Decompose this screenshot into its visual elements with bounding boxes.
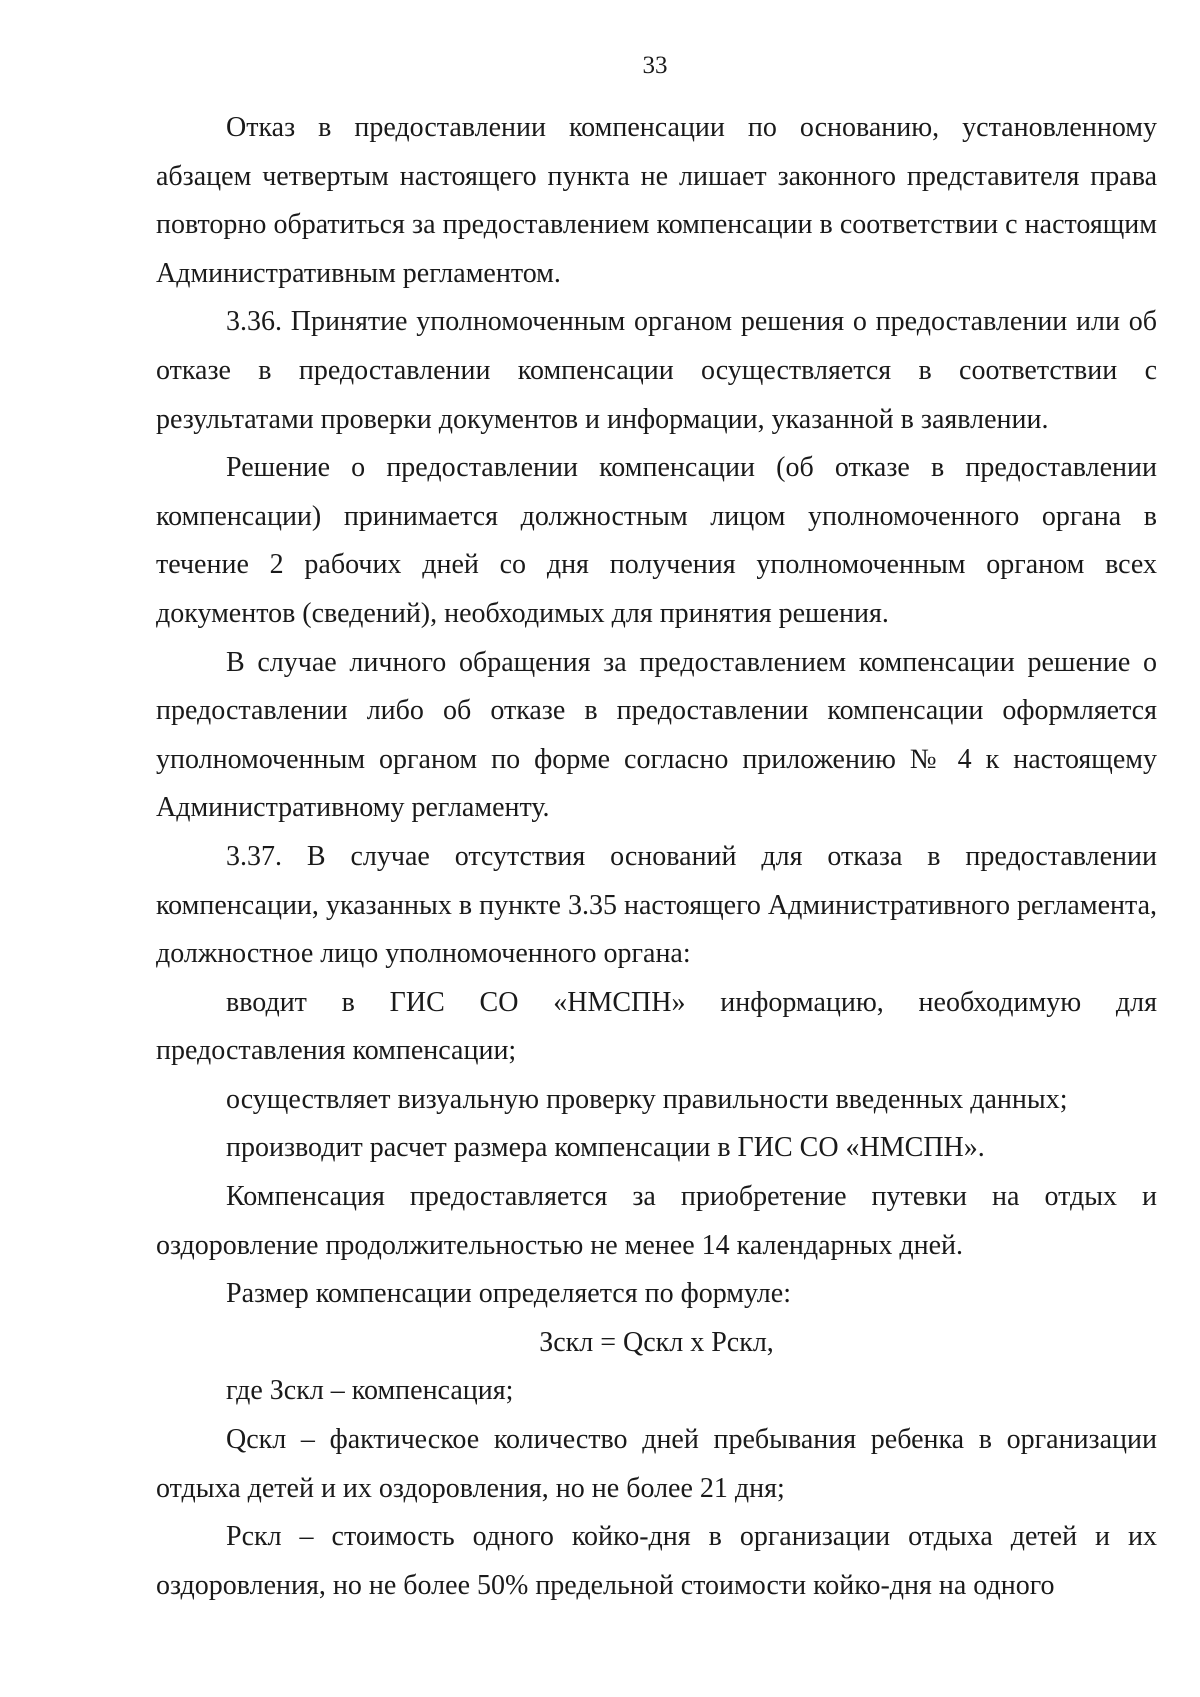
page-number: 33 [642,52,668,79]
definition-z: где Зскл – компенсация; [226,1375,514,1407]
paragraph-refusal-reapply: Отказ в предоставлении компенсации по основанию, установленному абзацем четвертым настоящего пункта не лишает законного представителя права повторно обратиться за предоставлением компенсации в соответствии с настоящим Административным регламентом. [156,112,1157,289]
paragraph-decision-deadline: Решение о предоставлении компенсации (об отказе в предоставлении компенсации) принимается должностным лицом уполномоченного органа в течение 2 рабочих дней со дня получения уполномоченным органом всех документов (сведений), необходимых для принятия решения. [156,452,1157,629]
paragraph-3-36: 3.36. Принятие уполномоченным органом решения о предоставлении или об отказе в предоставлении компенсации осуществляется в соответствии с результатами проверки документов и информации, указанной в заявлении. [156,306,1157,435]
formula: Зскл = Qскл x Рскл, [539,1326,774,1358]
definition-q: Qскл – фактическое количество дней пребывания ребенка в организации отдыха детей и их оздоровления, но не более 21 дня; [156,1424,1157,1504]
paragraph-3-37: 3.37. В случае отсутствия оснований для отказа в предоставлении компенсации, указанных в пункте 3.35 настоящего Административного регламента, должностное лицо уполномоченного органа: [156,840,1157,970]
list-item-enter-info: вводит в ГИС СО «НМСПН» информацию, необходимую для предоставления компенсации; [156,986,1157,1067]
list-item-calculate: производит расчет размера компенсации в ГИС СО «НМСПН». [226,1132,985,1164]
paragraph-formula-intro: Размер компенсации определяется по формуле: [226,1278,791,1310]
paragraph-personal-request: В случае личного обращения за предоставлением компенсации решение о предоставлении либо об отказе в предоставлении компенсации оформляется уполномоченным органом по форме согласно приложению № 4 к настоящему Административному регламенту. [156,646,1157,824]
paragraph-compensation-duration: Компенсация предоставляется за приобретение путевки на отдых и оздоровление продолжительностью не менее 14 календарных дней. [156,1181,1157,1261]
list-item-visual-check: осуществляет визуальную проверку правильности введенных данных; [226,1083,1068,1115]
definition-r: Рскл – стоимость одного койко-дня в организации отдыха детей и их оздоровления, но не более 50% предельной стоимости койко-дня на одного [156,1521,1157,1601]
document-body [156,104,1157,1610]
